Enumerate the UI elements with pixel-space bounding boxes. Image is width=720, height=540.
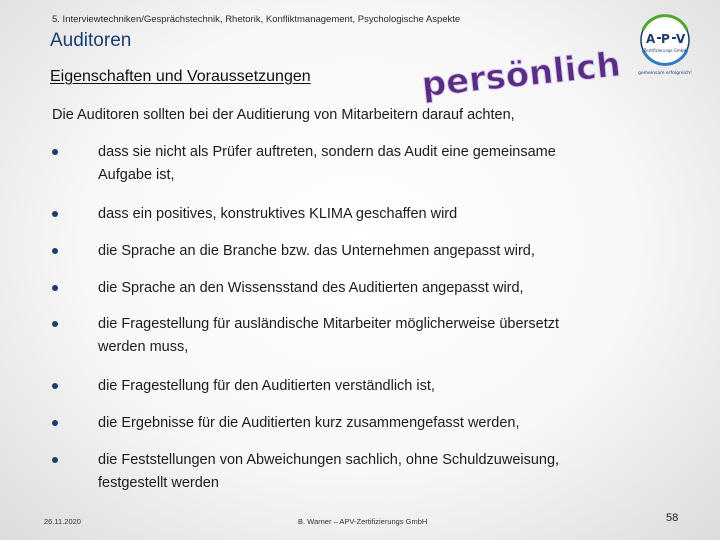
slide-title: Auditoren [50,30,132,51]
bullet-icon [52,457,58,463]
bullet-icon [52,420,58,426]
bullet-line-1: die Fragestellung für ausländische Mitarbeiter möglicherweise übersetzt [98,316,560,332]
logo-letter-v: V [676,32,686,46]
bullet-line-2: Aufgabe ist, [98,167,175,183]
bullet-icon [52,321,58,327]
bullet-line-1: die Sprache an den Wissensstand des Auditierten angepasst wird, [98,280,524,296]
slide-subtitle: Eigenschaften und Voraussetzungen [50,68,311,85]
bullet-line-1: die Feststellungen von Abweichungen sachlich, ohne Schuldzuweisung, [98,452,560,468]
bullet-line-1: dass sie nicht als Prüfer auftreten, sondern das Audit eine gemeinsame [98,144,556,160]
bullet-text [98,313,658,359]
breadcrumb: 5. Interviewtechniken/Gesprächstechnik, Rhetorik, Konfliktmanagement, Psychologische Aspekte [52,14,461,25]
logo-company-line: Zertifizierungs GmbH [643,48,687,53]
logo-tagline: gemeinsam erfolgreich! [638,71,692,76]
bullet-line-2: werden muss, [98,339,189,355]
bullet-text [98,375,658,398]
logo-letter-a: A [646,32,656,46]
company-logo [630,12,700,78]
page-number: 58 [666,512,679,524]
stamp-text: persönlich [419,44,623,106]
footer-author: B. Warner – APV-Zertifizierungs GmbH [298,517,428,526]
bullet-line-1: die Fragestellung für den Auditierten verständlich ist, [98,378,435,394]
logo-letter-p: P [661,32,670,46]
bullet-icon [52,248,58,254]
bullet-text [98,203,658,226]
bullet-text [98,240,658,263]
bullet-icon [52,285,58,291]
bullet-line-2: festgestellt werden [98,475,219,491]
bullet-text [98,277,658,300]
intro-text: Die Auditoren sollten bei der Auditierung von Mitarbeitern darauf achten, [52,107,515,123]
bullet-line-1: dass ein positives, konstruktives KLIMA geschaffen wird [98,206,458,222]
bullet-text [98,412,658,435]
bullet-text [98,141,658,187]
bullet-line-1: die Sprache an die Branche bzw. das Unternehmen angepasst wird, [98,243,535,259]
bullet-icon [52,383,58,389]
bullet-text [98,449,658,495]
persoenlich-stamp [419,44,623,106]
bullet-icon [52,149,58,155]
footer-date: 26.11.2020 [44,517,81,526]
bullet-line-1: die Ergebnisse für die Auditierten kurz zusammengefasst werden, [98,415,520,431]
bullet-icon [52,211,58,217]
